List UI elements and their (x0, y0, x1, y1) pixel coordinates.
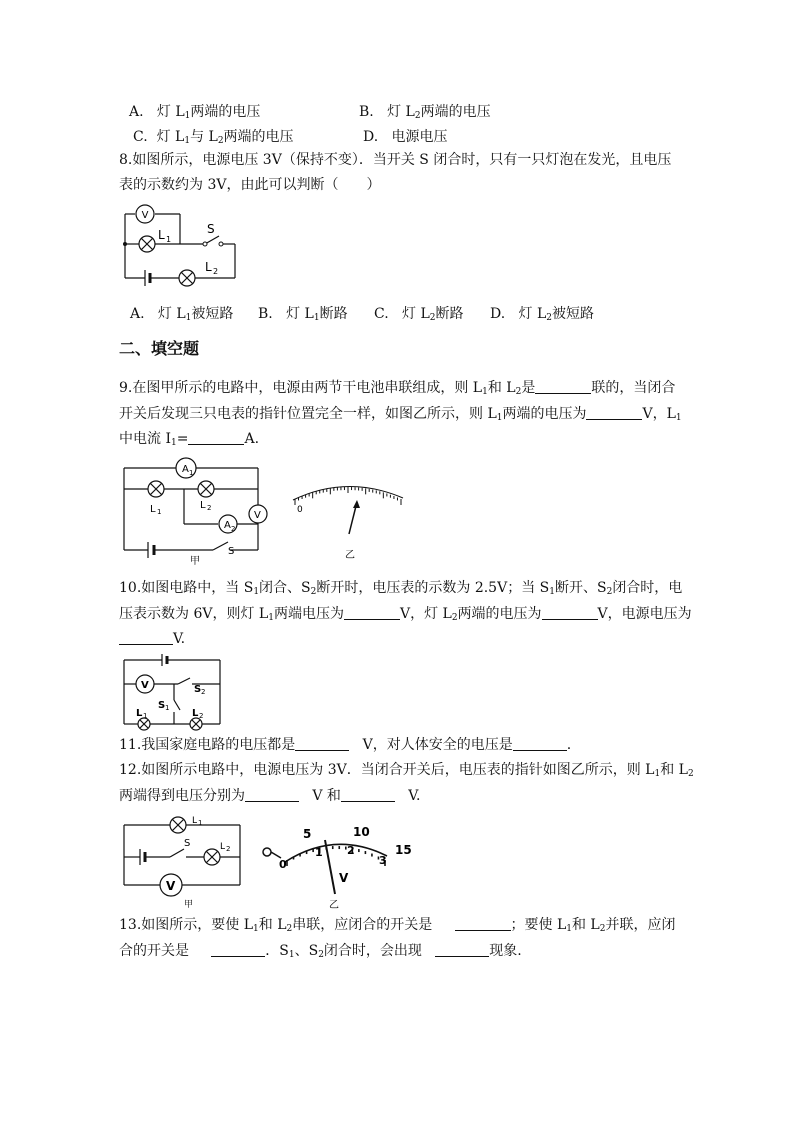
q12-circuit-diagram-jia (118, 815, 248, 910)
svg-text:L: L (220, 842, 226, 852)
answer-blank (245, 787, 299, 802)
section-title-fill-in: 二、填空题 (119, 339, 200, 358)
q13-line1: 13.如图所示，要使 $L_1$和 $L_2$串联，应闭合的开关是 ；要使 $L_1$和 $L_2$并联，应闭 (119, 917, 676, 934)
svg-text:乙: 乙 (345, 550, 355, 561)
svg-text:L: L (200, 500, 206, 511)
svg-text:2: 2 (201, 688, 206, 696)
svg-text:2: 2 (231, 525, 236, 533)
q8-option-d: D. 灯 $L_2$被短路 (490, 306, 595, 323)
svg-text:1: 1 (157, 508, 162, 516)
answer-blank (211, 942, 265, 957)
svg-text:1: 1 (166, 235, 172, 244)
svg-text:S: S (228, 546, 235, 557)
answer-blank (455, 916, 511, 931)
svg-text:A: A (182, 464, 189, 475)
q12-meter-dial-yi (255, 818, 420, 913)
answer-blank (295, 736, 349, 751)
svg-text:2: 2 (213, 267, 219, 276)
q9-line3: 中电流 $I_1= A$. (119, 431, 260, 448)
answer-blank (513, 736, 567, 751)
q12-line2: 两端得到电压分别为 V 和 V. (119, 788, 421, 804)
q9-circuit-diagram-jia (118, 456, 273, 571)
answer-blank (344, 605, 400, 620)
q8-option-b: B. 灯 $L_1$断路 (258, 306, 348, 323)
q10-line3: V. (119, 629, 185, 649)
svg-text:2: 2 (226, 845, 231, 853)
svg-text:1: 1 (315, 846, 323, 859)
svg-text:1: 1 (165, 704, 170, 712)
svg-text:S: S (184, 838, 191, 849)
answer-blank (188, 430, 244, 445)
svg-text:0: 0 (279, 858, 287, 871)
answer-blank (435, 942, 489, 957)
svg-text:L: L (158, 228, 165, 242)
svg-text:L: L (192, 708, 199, 719)
answer-blank (586, 405, 642, 420)
svg-text:V: V (166, 879, 176, 893)
svg-text:2: 2 (199, 712, 204, 720)
svg-text:V: V (141, 680, 149, 691)
svg-text:0: 0 (297, 505, 303, 515)
svg-text:A: A (224, 520, 231, 531)
svg-text:5: 5 (303, 827, 312, 841)
svg-text:10: 10 (353, 825, 370, 839)
svg-text:S: S (194, 684, 202, 695)
answer-blank (535, 379, 591, 394)
svg-text:甲: 甲 (190, 556, 200, 567)
q10-line2: 压表示数为 6V，则灯 $L_1$两端电压为 V，灯 $L_2$两端的电压为 V，电源电压为 (119, 606, 692, 623)
q8-option-a: A. 灯 $L_1$被短路 (130, 306, 234, 323)
switch-s2-icon (178, 678, 190, 684)
svg-text:1: 1 (189, 469, 194, 477)
q13-line2: 合的开关是 ．$S_1$、$S_2$闭合时，会出现 现象. (119, 943, 522, 960)
svg-text:L: L (150, 504, 156, 515)
q7-option-d: D. 电源电压 (363, 129, 448, 145)
svg-text:乙: 乙 (329, 900, 339, 911)
svg-text:L: L (192, 816, 198, 826)
q9-line1: 9.在图甲所示的电路中，电源由两节干电池串联组成，则 $L_1$和 $L_2$是 联的，当闭合 (119, 380, 676, 397)
q12-line1: 12.如图所示电路中，电源电压为 3V．当闭合开关后，电压表的指针如图乙所示，则 $L_1$和 $L_2$ (119, 762, 694, 779)
q7-option-c: C. 灯 $L_1$与 $L_2$两端的电压 (133, 129, 294, 146)
svg-text:S: S (158, 700, 166, 711)
svg-text:L: L (205, 260, 212, 274)
svg-text:甲: 甲 (184, 900, 194, 910)
q8-option-c: C. 灯 $L_2$断路 (374, 306, 464, 323)
svg-text:15: 15 (395, 843, 412, 857)
svg-text:V: V (339, 871, 349, 885)
q8-circuit-diagram (115, 200, 245, 295)
svg-text:L: L (136, 708, 143, 719)
q11-line: 11.我国家庭电路的电压都是 V，对人体安全的电压是 . (119, 737, 572, 753)
q10-circuit-diagram (118, 652, 228, 734)
answer-blank (341, 787, 395, 802)
switch-s1-icon (174, 700, 180, 710)
q7-option-b: B. 灯 $L_2$两端的电压 (359, 104, 491, 121)
q8-stem-line1: 8.如图所示，电源电压 3V（保持不变）．当开关 S 闭合时，只有一只灯泡在发光，且电压 (119, 152, 672, 168)
answer-blank (119, 630, 173, 645)
svg-text:2: 2 (207, 504, 212, 512)
svg-text:V: V (254, 510, 261, 521)
q7-option-a: A. 灯 $L_1$两端的电压 (129, 104, 261, 121)
svg-text:3: 3 (379, 854, 387, 867)
svg-text:V: V (141, 210, 149, 221)
answer-blank (542, 605, 598, 620)
switch-s-icon (213, 542, 228, 550)
q8-stem-line2: 表的示数约为 3V，由此可以判断（ ） (119, 177, 381, 193)
switch-s-icon (170, 849, 184, 857)
svg-text:2: 2 (347, 844, 355, 857)
q9-line2: 开关后发现三只电表的指针位置完全一样，如图乙所示，则 $L_1$两端的电压为 V，$L_1$ (119, 406, 682, 423)
q10-line1: 10.如图电路中，当 $S_1$闭合、$S_2$断开时，电压表的示数为 2.5V；当 $S_1$断开、$S_2$闭合时，电 (119, 580, 683, 597)
svg-text:S: S (207, 222, 215, 236)
q9-meter-dial-yi (285, 470, 410, 565)
svg-text:1: 1 (198, 819, 203, 827)
terminal-icon (263, 848, 271, 856)
svg-text:1: 1 (143, 712, 148, 720)
